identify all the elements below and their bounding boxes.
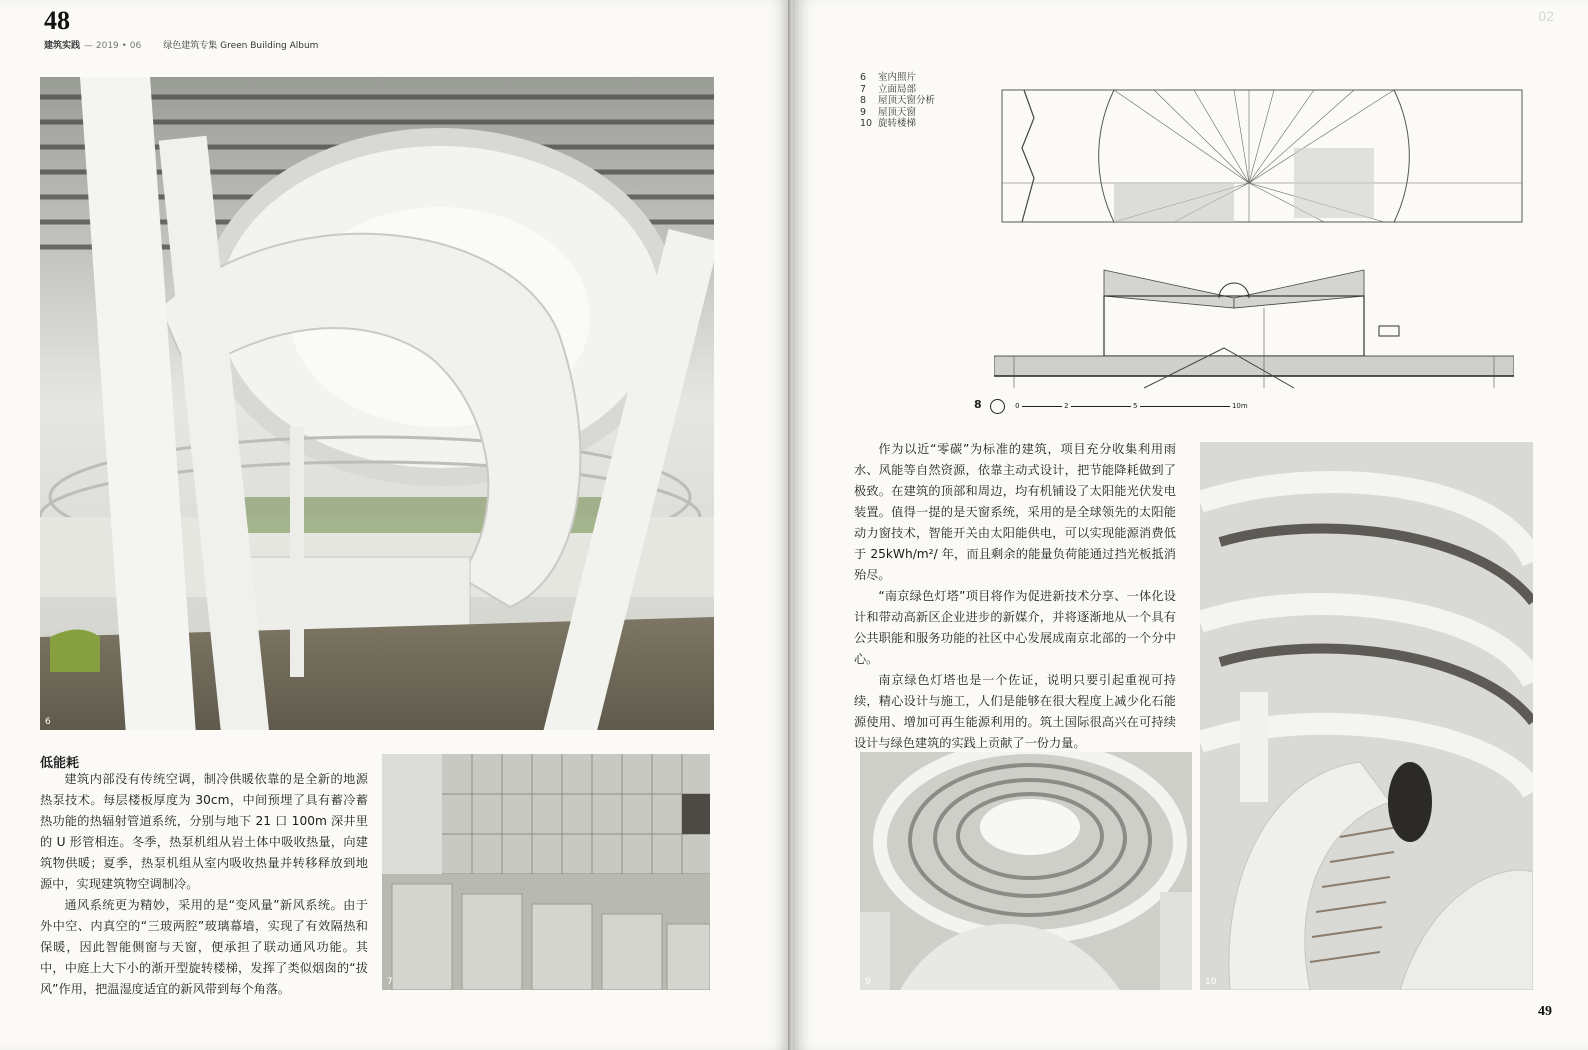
- running-header: [44, 38, 318, 51]
- figure-captions: [860, 72, 935, 130]
- roof-skylight-plan: [994, 88, 1534, 224]
- north-arrow-icon: [990, 399, 1005, 414]
- corner-mark: 02: [1538, 8, 1554, 24]
- paragraph: 南京绿色灯塔也是一个佐证，说明只要引起重视可持续，精心设计与施工，人们是能够在很大程度上减少化石能源使用、增加可再生能源利用的。筑土国际很高兴在可持续设计与绿色建筑的实践上贡献了一份力量。: [854, 673, 1176, 750]
- scale-tick: 10m: [1231, 402, 1248, 410]
- roof-plan-drawing: [994, 88, 1534, 224]
- magazine-name: 建筑实践: [44, 41, 81, 51]
- atrium-photo-illustration: [40, 77, 714, 730]
- skylight-photo-illustration: [860, 752, 1192, 990]
- staircase-photo-illustration: [1200, 442, 1533, 990]
- scale-bar: [974, 398, 1248, 414]
- photo-6-label: 6: [45, 717, 51, 727]
- paragraph: 作为以近“零碳”为标准的建筑，项目充分收集利用雨水、风能等自然资源，依靠主动式设计，把节能降耗做到了极致。在建筑的顶部和周边，均有机铺设了太阳能光伏发电装置。值得一提的是天窗系统，采用的是全球领先的太阳能动力窗技术，智能开关由太阳能供电，可以实现能源消费低于 25kWh/m²/ 年，而且剩余的能量负荷能通过挡光板抵消殆尽。: [854, 442, 1176, 582]
- skylight-photo: [860, 752, 1192, 990]
- album-title: 绿色建筑专集 Green Building Album: [163, 41, 319, 51]
- spiral-staircase-photo: [1200, 442, 1533, 990]
- photo-7-label: 7: [387, 977, 393, 987]
- scale-tick: 0: [1015, 402, 1020, 410]
- issue-date: — 2019 • 06: [84, 41, 142, 51]
- left-body-text: [40, 769, 368, 1000]
- photo-10-label: 10: [1205, 977, 1217, 987]
- caption-item: 9 屋顶天窗: [860, 106, 917, 118]
- building-section-drawing: [994, 268, 1514, 390]
- scale-tick: 5: [1133, 402, 1138, 410]
- atrium-photo: [40, 77, 714, 730]
- caption-item: 7 立面局部: [860, 83, 917, 95]
- caption-item: 10 旋转楼梯: [860, 118, 917, 129]
- page-number-left: 48: [44, 6, 70, 35]
- paragraph: 通风系统更为精妙，采用的是“变风量”新风系统。由于外中空、内真空的“三玻两腔”玻璃幕墙，实现了有效隔热和保暖，因此智能侧窗与天窗，便承担了联动通风功能。其中，中庭上大下小的渐开型旋转楼梯，发挥了类似烟囱的“拔风”作用，把温湿度适宜的新风带到每个角落。: [40, 898, 368, 996]
- paragraph: “南京绿色灯塔”项目将作为促进新技术分享、一体化设计和带动高新区企业进步的新媒介，并将逐渐地从一个具有公共职能和服务功能的社区中心发展成南京北部的一个分中心。: [854, 589, 1176, 666]
- facade-photo: [382, 754, 710, 990]
- caption-item: 6 室内照片: [860, 72, 917, 83]
- drawing-label: 8: [974, 398, 982, 411]
- photo-9-label: 9: [865, 977, 871, 987]
- scale-tick: 2: [1064, 402, 1069, 410]
- section-title: 低能耗: [40, 756, 80, 771]
- section-drawing: [994, 268, 1514, 390]
- facade-photo-illustration: [382, 754, 710, 990]
- page-number-right: 49: [1538, 1004, 1552, 1019]
- caption-item: 8 屋顶天窗分析: [860, 95, 936, 106]
- right-page: [794, 0, 1588, 1050]
- left-page: [0, 0, 790, 1050]
- paragraph: 建筑内部没有传统空调，制冷供暖依靠的是全新的地源热泵技术。每层楼板厚度为 30cm，中间预埋了具有蓄冷蓄热功能的热辐射管道系统，分别与地下 21 口 100m 深井里的 U 形管相连。冬季，热泵机组从岩土体中吸收热量，向建筑物供暖；夏季，热泵机组从室内吸收热量并转移释放到地源中，实现建筑物空调制冷。: [40, 772, 368, 891]
- right-body-text: [854, 439, 1176, 754]
